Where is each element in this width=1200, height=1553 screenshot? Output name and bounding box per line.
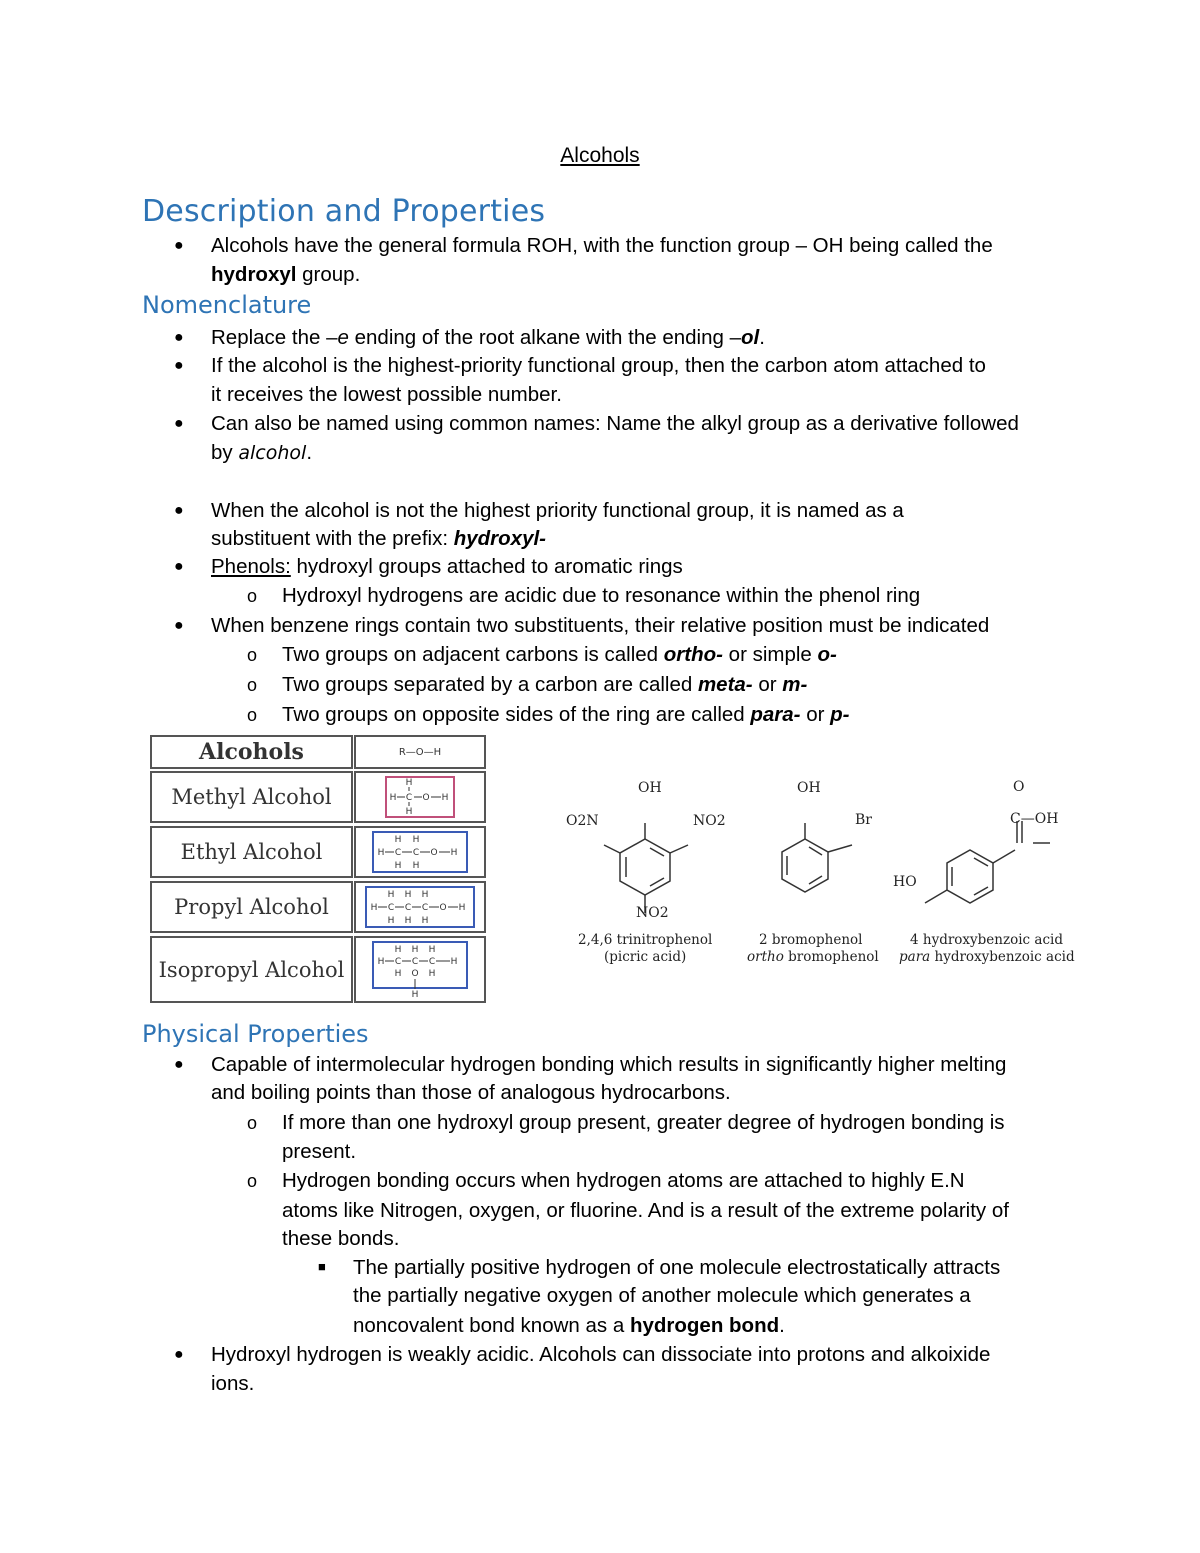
label-no2-bottom: NO2 <box>636 905 669 921</box>
bullet-icon: ● <box>174 1056 184 1073</box>
bullet-icon: ● <box>174 415 184 432</box>
svg-text:H: H <box>450 956 458 967</box>
caption-hba-2: para hydroxybenzoic acid <box>899 949 1075 965</box>
nomen-item-6-sub-3: Two groups on opposite sides of the ring are called para- or p- <box>282 703 850 726</box>
heading-physical-properties: Physical Properties <box>142 1020 369 1048</box>
label-oh-1: OH <box>638 780 662 796</box>
table-header-formula: R—O—H <box>354 735 486 769</box>
sub-bullet-icon: o <box>247 1113 258 1133</box>
svg-text:H: H <box>405 807 413 817</box>
svg-text:H: H <box>387 890 395 900</box>
svg-text:H: H <box>412 835 420 845</box>
phys-item-1b: and boiling points than those of analogous hydrocarbons. <box>211 1081 731 1104</box>
term-hydroxyl: hydroxyl <box>211 263 297 286</box>
isopropyl-structure-cell <box>354 936 486 1003</box>
phys-item-1a: Capable of intermolecular hydrogen bonding which results in significantly higher melting <box>211 1053 1007 1076</box>
propyl-structure-cell <box>354 881 486 933</box>
sub-bullet-icon: o <box>247 705 258 725</box>
nomen-item-4a: When the alcohol is not the highest priority functional group, it is named as a <box>211 499 904 522</box>
svg-text:H: H <box>450 848 458 858</box>
table-header-cell: Alcohols <box>150 735 353 769</box>
svg-text:O: O <box>430 848 438 858</box>
svg-text:C: C <box>405 793 413 803</box>
svg-text:C: C <box>421 903 429 913</box>
svg-text:H: H <box>394 861 402 871</box>
svg-text:H: H <box>411 989 419 1000</box>
svg-text:C: C <box>404 903 412 913</box>
bullet-icon: ● <box>174 237 184 254</box>
label-carbonyl-o: O <box>1013 779 1025 795</box>
label-cooh: C—OH <box>1010 811 1059 827</box>
square-bullet-icon: ■ <box>318 1259 326 1274</box>
svg-text:O: O <box>422 793 430 803</box>
svg-text:C: C <box>394 848 402 858</box>
svg-text:H: H <box>394 944 402 955</box>
nomen-item-1: Replace the –e ending of the root alkane with the ending –ol. <box>211 326 765 349</box>
propyl-structure-icon <box>365 885 475 929</box>
nomen-item-6: When benzene rings contain two substituents, their relative position must be indicated <box>211 614 990 637</box>
nomen-item-3b: by alcohol. <box>211 441 313 464</box>
phys-sub-1a: If more than one hydroxyl group present, greater degree of hydrogen bonding is <box>282 1111 1005 1134</box>
svg-text:O: O <box>411 968 419 979</box>
nomen-item-5-sub: Hydroxyl hydrogens are acidic due to resonance within the phenol ring <box>282 584 921 607</box>
phys-subsub-b: the partially negative oxygen of another molecule which generates a <box>353 1284 971 1307</box>
svg-text:H: H <box>405 778 413 788</box>
phys-sub-2a: Hydrogen bonding occurs when hydrogen atoms are attached to highly E.N <box>282 1169 965 1192</box>
svg-text:H: H <box>421 890 429 900</box>
phys-item-2b: ions. <box>211 1372 255 1395</box>
svg-text:H: H <box>370 903 378 913</box>
label-ho: HO <box>893 874 917 890</box>
caption-bromo-1: 2 bromophenol <box>759 932 863 948</box>
phys-sub-2b: atoms like Nitrogen, oxygen, or fluorine. And is a result of the extreme polarity of <box>282 1199 1009 1222</box>
nomen-item-5: Phenols: hydroxyl groups attached to aromatic rings <box>211 555 683 578</box>
svg-text:H: H <box>428 968 436 979</box>
heading-description: Description and Properties <box>142 194 546 229</box>
phys-subsub-a: The partially positive hydrogen of one molecule electrostatically attracts <box>353 1256 1001 1279</box>
nomen-item-4b: substituent with the prefix: hydroxyl- <box>211 527 546 550</box>
svg-text:H: H <box>387 916 395 926</box>
svg-text:H: H <box>421 916 429 926</box>
bullet-icon: ● <box>174 502 184 519</box>
table-row-propyl: Propyl Alcohol <box>150 881 353 933</box>
svg-text:H: H <box>404 916 412 926</box>
caption-picric-1: 2,4,6 trinitrophenol <box>578 932 713 948</box>
svg-text:H: H <box>428 944 436 955</box>
svg-text:C: C <box>428 956 436 967</box>
svg-text:C: C <box>387 903 395 913</box>
label-br: Br <box>855 812 872 828</box>
heading-nomenclature: Nomenclature <box>142 291 312 319</box>
caption-hba-1: 4 hydroxybenzoic acid <box>910 932 1063 948</box>
alcohols-table-image <box>150 735 486 1003</box>
ethyl-structure-cell <box>354 826 486 878</box>
term-hydrogen-bond: hydrogen bond <box>629 1314 780 1337</box>
table-row-isopropyl: Isopropyl Alcohol <box>150 936 353 1003</box>
phys-sub-1b: present. <box>282 1140 357 1163</box>
svg-text:H: H <box>377 956 385 967</box>
desc-line-1: Alcohols have the general formula ROH, with the function group – OH being called the <box>211 234 993 257</box>
phys-sub-2c: these bonds. <box>282 1227 400 1250</box>
svg-text:H: H <box>394 968 402 979</box>
svg-text:C: C <box>412 848 420 858</box>
ethyl-structure-icon <box>372 830 468 874</box>
svg-text:C: C <box>394 956 402 967</box>
bullet-icon: ● <box>174 329 184 346</box>
svg-text:H: H <box>394 835 402 845</box>
sub-bullet-icon: o <box>247 1171 258 1191</box>
page-title: Alcohols <box>560 144 640 167</box>
isopropyl-structure-icon <box>372 940 468 1000</box>
table-row-methyl: Methyl Alcohol <box>150 771 353 823</box>
caption-bromo-2: ortho bromophenol <box>747 949 879 965</box>
nomen-item-6-sub-2: Two groups separated by a carbon are called meta- or m- <box>282 673 808 696</box>
svg-text:H: H <box>389 793 397 803</box>
svg-text:C: C <box>411 956 419 967</box>
nomen-item-2a: If the alcohol is the highest-priority functional group, then the carbon atom attached to <box>211 354 986 377</box>
phys-item-2a: Hydroxyl hydrogen is weakly acidic. Alcohols can dissociate into protons and alkoixide <box>211 1343 991 1366</box>
svg-text:H: H <box>377 848 385 858</box>
bullet-icon: ● <box>174 357 184 374</box>
bullet-icon: ● <box>174 617 184 634</box>
phys-subsub-c: noncovalent bond known as a hydrogen bond. <box>353 1314 785 1337</box>
nomen-item-2b: it receives the lowest possible number. <box>211 383 562 406</box>
svg-text:H: H <box>404 890 412 900</box>
svg-text:H: H <box>441 793 449 803</box>
nomen-item-3a: Can also be named using common names: Name the alkyl group as a derivative followed <box>211 412 1019 435</box>
label-oh-2: OH <box>797 780 821 796</box>
label-no2-right: NO2 <box>693 813 726 829</box>
desc-line-2: hydroxyl group. <box>211 263 361 286</box>
bullet-icon: ● <box>174 558 184 575</box>
svg-text:H: H <box>412 861 420 871</box>
bullet-icon: ● <box>174 1346 184 1363</box>
svg-text:H: H <box>458 903 466 913</box>
svg-text:O: O <box>439 903 447 913</box>
caption-picric-2: (picric acid) <box>604 949 687 965</box>
svg-text:H: H <box>411 944 419 955</box>
sub-bullet-icon: o <box>247 586 258 606</box>
label-o2n: O2N <box>566 813 599 829</box>
methyl-structure-icon <box>385 775 455 819</box>
nomen-item-6-sub-1: Two groups on adjacent carbons is called ortho- or simple o- <box>282 643 837 666</box>
methyl-structure-cell <box>354 771 486 823</box>
sub-bullet-icon: o <box>247 675 258 695</box>
sub-bullet-icon: o <box>247 645 258 665</box>
table-row-ethyl: Ethyl Alcohol <box>150 826 353 878</box>
